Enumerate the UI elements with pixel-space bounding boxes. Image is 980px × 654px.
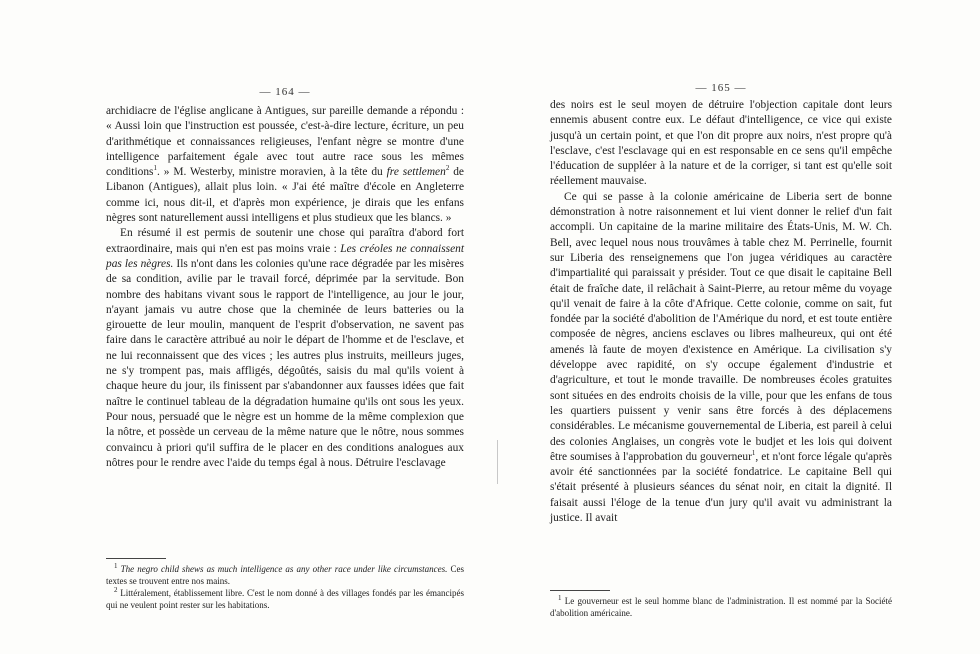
footnote-marker: 2: [445, 164, 450, 173]
footnote: [106, 588, 464, 611]
text-run: de Libanon (Antigues), allait plus loin. « J'ai été maître d'école en Angleterre comme ici, nous dit-il, et d'après mon expérience, je dirais que les enfans nègres sont naturellement aussi intelligens et plus studieux que les blancs. »: [106, 166, 464, 225]
paragraph: [106, 104, 464, 226]
footnote-marker: 2: [114, 586, 118, 594]
paragraph: [550, 190, 892, 527]
text-run: Ce qui se passe à la colonie américaine de Liberia sert de bonne démonstration à notre raisonnement et lui vient donner le relief d'un fait accompli. Un capitaine de la marine militaire des États-Unis, M. W. Ch. Bell, avec lequel nous nous trouvâmes à table chez M. Perrinelle, fournit sur Liberia des renseignemens que l'on jugea véridiques au caractère d'impartialité qui paraissait y présider. Tout ce que disait le capitaine Bell était de fraîche date, il relâchait à Saint-Pierre, au retour même du voyage qu'il venait de faire à la côte d'Afrique. Cette colonie, comme on sait, fut fondée par la société d'abolition de l'Amérique du nord, et est toute entière composée de nègres, anciens esclaves ou libres malheureux, qui ont été amenés là faute de moyen d'existence en Amérique. La civilisation s'y développe avec rapidité, on s'y occupe également d'industrie et d'agriculture, et tout le monde travaille. De nombreuses écoles gratuites sont situées en des endroits choisis de la ville, pour que les enfans de tous les quartiers puissent y venir sans être forcés à des déplacemens considérables. Le mécanisme gouvernemental de Liberia, est pareil à celui des colonies Anglaises, un congrès vote le budjet et les lois qui doivent être soumises à l'approbation du gouverneur: [550, 190, 892, 463]
italic-text: The negro child shews as much intelligence as any other race under like circumstances.: [117, 564, 448, 574]
footnote: [550, 596, 892, 619]
footnote-marker: 1: [558, 594, 562, 602]
text-run: . » M. Westerby, ministre moravien, à la tête du: [156, 166, 387, 179]
text-run: Ils n'ont dans les colonies qu'une race dégradée par les misères de sa condition, avilie par le travail forcé, déprimée par la servitude. Bon nombre des habitans vivant sous le rapport de l'intelligence, au jour le jour, n'ayant jamais vu autre chose que la cheminée de leurs batteries ou la girouette de leur moulin, manquent de l'esprit d'observation, ne savent pas faire dans le caractère attribué au noir le départ de l'homme et de l'esclave, et ne lui reconnaissent que des vices ; les autres plus instruits, meilleurs juges, ne s'y trompent pas, mais affligés, dégoûtés, saisis du mal qu'ils voient à chaque heure du jour, ils finissent par s'abandonner aux fausses idées que fait naître le continuel tableau de la dégradation humaine qu'ils ont sous les yeux. Pour nous, persuadé que le nègre est un homme de la même complexion que la nôtre, et possède un cerveau de la même nature que le nôtre, nous sommes convaincu à priori qu'il suffira de le placer en des conditions analogues aux nôtres pour le rendre avec l'aide du temps égal à nous. Détruire l'esclavage: [106, 257, 464, 469]
body-text: [106, 104, 464, 471]
body-text: [550, 98, 892, 526]
gutter-mark: [497, 440, 498, 484]
footnote-marker: 1: [114, 562, 118, 570]
page-number: — 164 —: [259, 86, 311, 98]
footnote-rule: [106, 558, 166, 559]
text-run: Littéralement, établissement libre. C'est le nom donné à des villages fondés par les émancipés qui ne veulent point rester sur les habitations.: [106, 588, 464, 610]
paragraph: [106, 226, 464, 471]
footnote: [106, 564, 464, 587]
text-run: , et n'ont force légale qu'après avoir été sanctionnées par la société fondatrice. Le capitaine Bell qui s'était présenté à plusieurs séances du sénat noir, en citait la dignité. Il faisait aussi l'éloge de la tenue d'un jury qu'il avait vu administrant la justice. Il avait: [550, 450, 892, 525]
paragraph: [550, 98, 892, 190]
text-run: Le gouverneur est le seul homme blanc de l'administration. Il est nommé par la Société d'abolition américaine.: [550, 596, 892, 618]
italic-text: Les créoles ne connaissent pas les nègres.: [106, 242, 464, 270]
footnote-marker: 1: [751, 449, 756, 458]
text-run: En résumé il est permis de soutenir une chose qui paraîtra d'abord fort extraordinaire, mais qui n'en est pas moins vraie :: [106, 227, 464, 255]
footnotes: [106, 564, 464, 612]
footnote-marker: 1: [153, 164, 157, 173]
text-run: archidiacre de l'église anglicane à Antigues, sur pareille demande a répondu : « Aussi loin que l'instruction est poussée, c'est-à-dire lecture, écriture, un peu d'arithmétique et connaissances religieuses, l'enfant nègre se montre d'une intelligence parfaitement égale avec tout autre race sous les mêmes conditions: [106, 105, 464, 179]
text-run: des noirs est le seul moyen de détruire l'objection capitale dont leurs ennemis abusent contre eux. Le défaut d'intelligence, ce vice qui existe jusqu'à un certain point, et que l'on dit propre aux noirs, n'est propre qu'à l'esclave, c'est l'esclavage qui en est responsable en ce sens qu'il empêche l'éducation de suppléer à la nature et de la corriger, si tant est qu'elle soit réellement mauvaise.: [550, 99, 892, 188]
footnotes: [550, 596, 892, 620]
page-number: — 165 —: [695, 82, 747, 94]
italic-text: fre settlemen: [386, 166, 446, 179]
footnote-rule: [550, 590, 610, 591]
text-run: Ces textes se trouvent entre nos mains.: [106, 564, 465, 586]
